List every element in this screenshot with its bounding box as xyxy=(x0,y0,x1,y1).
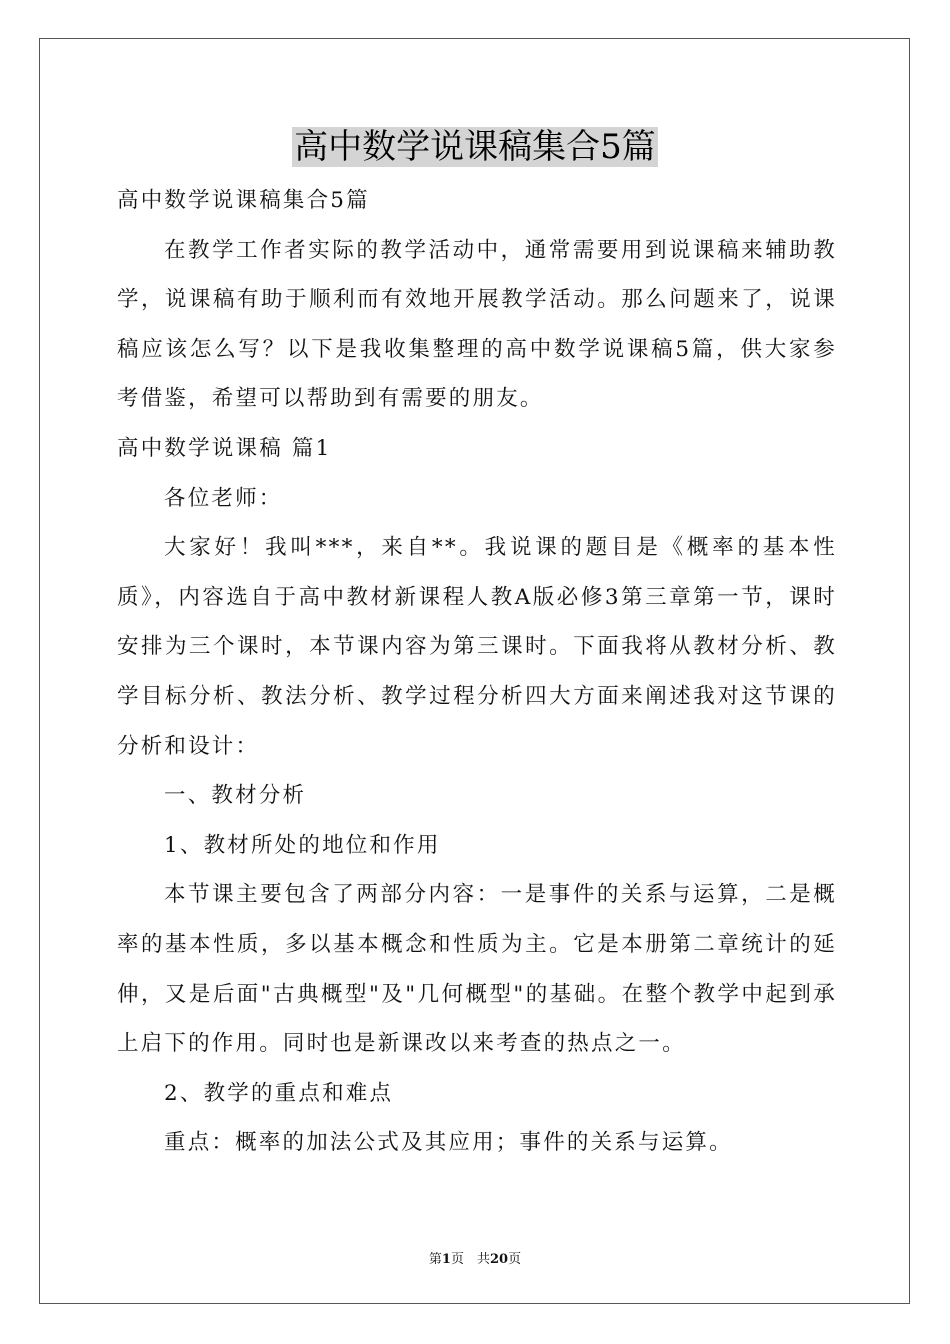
section-heading: 高中数学说课稿 篇1 xyxy=(117,435,332,461)
document-body xyxy=(117,176,837,1168)
intro-paragraph: 在教学工作者实际的教学活动中，通常需要用到说课稿来辅助教学，说课稿有助于顺利而有效地开展教学活动。那么问题来了，说课稿应该怎么写？以下是我收集整理的高中数学说课稿5篇，供大家参考借鉴，希望可以帮助到有需要的朋友。 xyxy=(117,237,837,412)
outline-subheading: 2、教学的重点和难点 xyxy=(164,1080,394,1106)
page-title xyxy=(0,124,950,170)
footer-mid: 页 共 xyxy=(450,1252,490,1267)
footer-total-pages: 20 xyxy=(489,1252,509,1267)
page-footer xyxy=(0,1248,950,1267)
body-paragraph: 大家好！我叫***，来自**。我说课的题目是《概率的基本性质》，内容选自于高中教材新课程人教A版必修3第三章第一节，课时安排为三个课时，本节课内容为第三课时。下面我将从教材分析、教学目标分析、教法分析、教学过程分析四大方面来阐述我对这节课的分析和设计： xyxy=(117,535,837,759)
doc-subtitle: 高中数学说课稿集合5篇 xyxy=(117,188,370,213)
footer-suffix: 页 xyxy=(508,1252,522,1267)
body-paragraph: 重点：概率的加法公式及其应用；事件的关系与运算。 xyxy=(164,1130,733,1156)
footer-prefix: 第 xyxy=(428,1252,442,1267)
page-title-text: 高中数学说课稿集合5篇 xyxy=(294,127,656,167)
outline-subheading: 1、教材所处的地位和作用 xyxy=(164,832,441,858)
outline-heading: 一、教材分析 xyxy=(164,783,307,809)
footer-page-number: 1 xyxy=(441,1252,451,1267)
body-paragraph: 本节课主要包含了两部分内容：一是事件的关系与运算，二是概率的基本性质，多以基本概念和性质为主。它是本册第二章统计的延伸，又是后面"古典概型"及"几何概型"的基础。在整个教学中起到承上启下的作用。同时也是新课改以来考查的热点之一。 xyxy=(117,882,837,1057)
greeting-paragraph: 各位老师： xyxy=(164,485,283,511)
